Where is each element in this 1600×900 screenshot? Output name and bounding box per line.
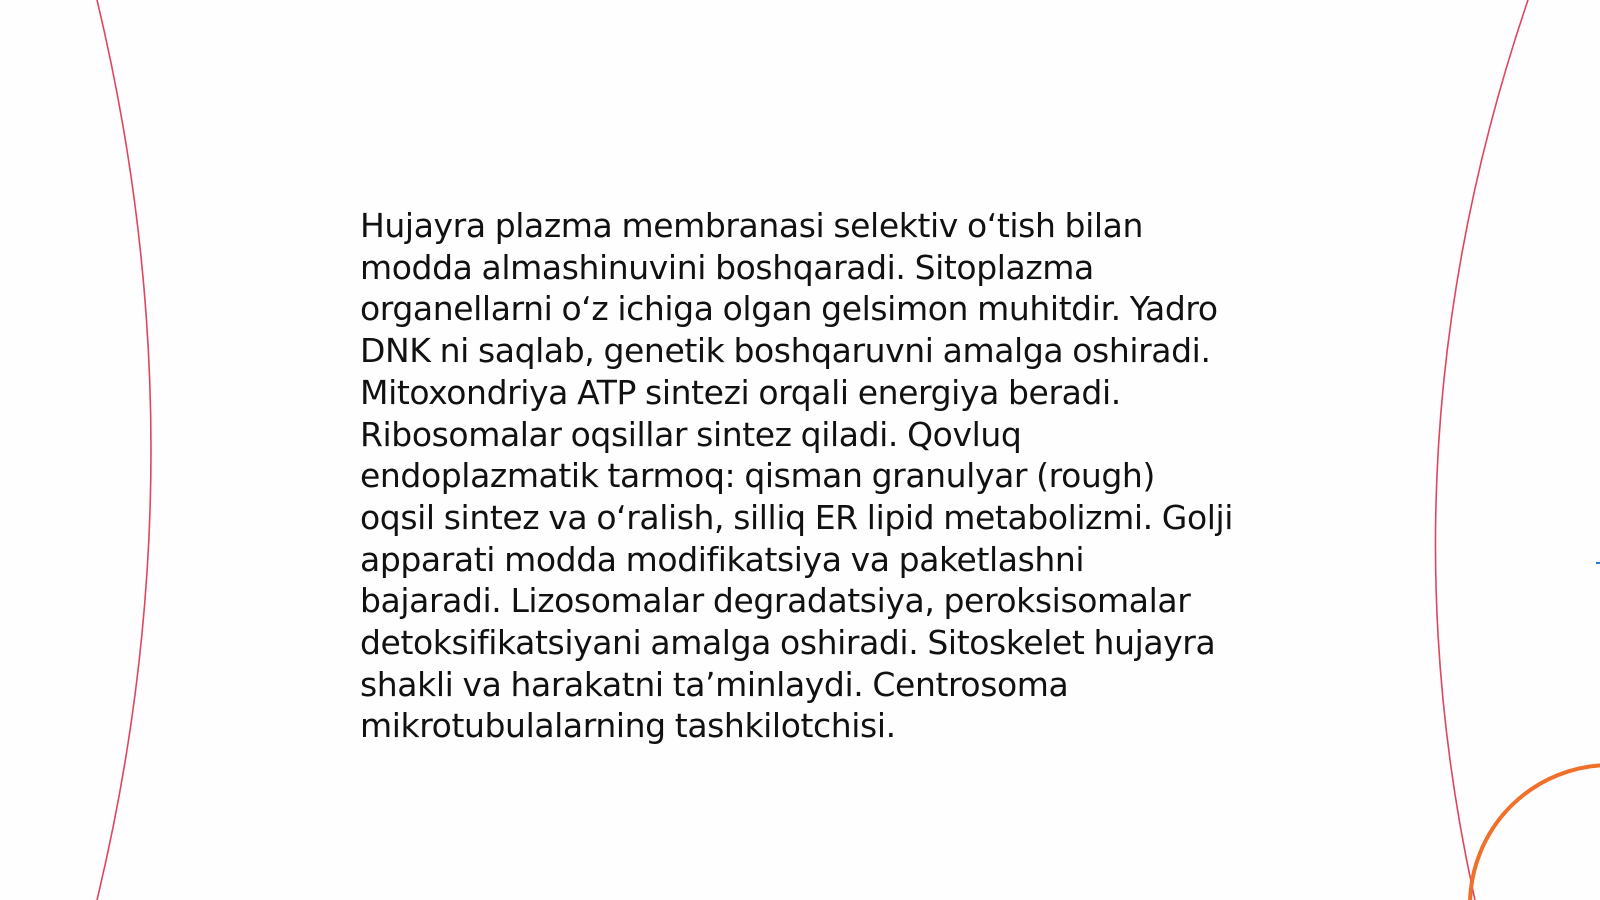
body-line: endoplazmatik tarmoq: qisman granulyar (rough) <box>360 456 1155 496</box>
body-line: detoksifikatsiyani amalga oshiradi. Sitoskelet hujayra <box>360 623 1216 663</box>
body-line: Mitoxondriya ATP sintezi orqali energiya beradi. <box>360 372 1121 412</box>
body-line: mikrotubulalarning tashkilotchisi. <box>360 706 896 746</box>
body-line: apparati modda modifikatsiya va paketlashni <box>360 539 1085 579</box>
body-line: organellarni o‘z ichiga olgan gelsimon muhitdir. Yadro <box>360 289 1218 329</box>
body-line: shakli va harakatni ta’minlaydi. Centrosoma <box>360 664 1069 704</box>
body-line: bajaradi. Lizosomalar degradatsiya, peroksisomalar <box>360 581 1191 621</box>
right-curve-line <box>1435 0 1528 900</box>
body-line: modda almashinuvini boshqaradi. Sitoplazma <box>360 247 1094 287</box>
body-line: Hujayra plazma membranasi selektiv o‘tish bilan <box>360 206 1143 245</box>
body-text <box>360 205 1240 747</box>
body-line: oqsil sintez va o‘ralish, silliq ER lipid metabolizmi. Golji <box>360 497 1234 537</box>
body-line: Ribosomalar oqsillar sintez qiladi. Qovluq <box>360 414 1022 454</box>
left-curve-line <box>97 0 151 900</box>
orange-arc <box>1470 765 1600 900</box>
body-line: DNK ni saqlab, genetik boshqaruvni amalga oshiradi. <box>360 331 1211 371</box>
